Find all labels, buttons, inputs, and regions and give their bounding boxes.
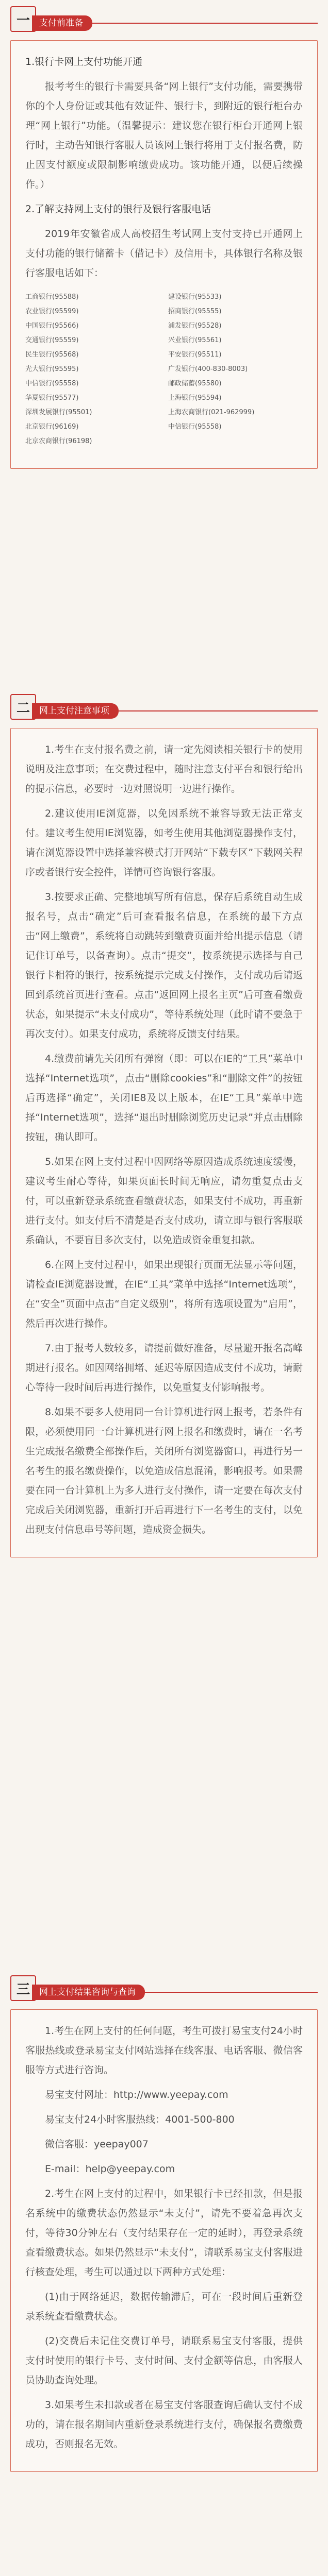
section-title: 网上支付注意事项 (32, 703, 119, 719)
paragraph: (2)交费后未记住交费订单号，请联系易宝支付客服，提供支付时使用的银行卡号、支付时间、支付金额等信息，由客服人员协助查询处理。 (25, 2335, 303, 2386)
paragraph: 微信客服：yeepay007 (45, 2139, 149, 2150)
bank-item: 招商银行(95555) (168, 308, 222, 315)
paragraph: (1)由于网络延迟，数据传输滞后，可在一段时间后重新登录系统查看缴费状态。 (25, 2291, 303, 2322)
bank-item: 交通银行(95559) (25, 336, 79, 344)
bank-item: 中信银行(95558) (168, 423, 222, 431)
section-header (0, 688, 328, 728)
paragraph: E-mail：help@yeepay.com (45, 2163, 175, 2175)
section-query (0, 1969, 328, 2472)
bank-item: 上海农商银行(021-962999) (168, 409, 255, 416)
paragraph: 6.在网上支付过程中，如果出现银行页面无法显示等问题，请检查IE浏览器设置，在IE“工具”菜单中选择“Internet选项”，在“安全”页面中点击“自定义级别”，将所有选项设置为“启用”，然后再次进行操作。 (25, 1259, 303, 1329)
section-number: 二 (10, 694, 36, 720)
paragraph: 4.缴费前请先关闭所有弹窗（即：可以在IE的“工具”菜单中选择“Internet选项”，点击“删除cookies”和“删除文件”的按钮后再选择“确定”，关闭IE8及以上版本，在IE“工具”菜单中选择“Internet选项”，选择“退出时删除浏览历史记录”并点击删除按钮，确认即可。 (25, 1053, 303, 1143)
section-header (0, 1969, 328, 2009)
bank-item: 民生银行(95568) (25, 351, 79, 359)
bank-item: 光大银行(95595) (25, 365, 79, 373)
paragraph: 报考考生的银行卡需要具备“网上银行”支付功能，需要携带你的个人身份证或其他有效证件、银行卡，到附近的银行柜台办理“网上银行”功能。（温馨提示：建议您在银行柜台开通网上银行时，主动告知银行客服人员该网上银行将用于支付报名费，防止因支付额度或限制影响缴费成功。该功能开通，以便后续操作。） (25, 81, 303, 190)
paragraph: 2.考生在网上支付的过程中，如果银行卡已经扣款，但是报名系统中的缴费状态仍然显示“未支付”，请先不要着急再次支付，等待30分钟左右（支付结果存在一定的延时），再登录系统查看缴费状态。如果仍然显示“未支付”，请联系易宝支付客服进行核查处理，考生可以通过以下两种方式处理： (25, 2188, 303, 2278)
bank-item: 北京农商银行(96198) (25, 437, 92, 445)
section-title: 支付前准备 (32, 15, 92, 31)
bank-list (25, 290, 303, 449)
paragraph: 2019年安徽省成人高校招生考试网上支付支持已开通网上支付功能的银行储蓄卡（借记卡）及信用卡，具体银行名称及银行客服电话如下： (25, 228, 303, 279)
paragraph: 1.考生在支付报名费之前，请一定先阅读相关银行卡的使用说明及注意事项；在交费过程中，随时注意支付平台和银行给出的提示信息，必要时一边对照说明一边进行操作。 (25, 744, 303, 794)
paragraph: 1.考生在网上支付的任何问题，考生可拨打易宝支付24小时客服热线或登录易宝支付网站选择在线客服、电话客服、微信客服等方式进行咨询。 (25, 2025, 303, 2076)
bank-item (168, 434, 303, 449)
paragraph: 易宝支付24小时客服热线：4001-500-800 (45, 2114, 235, 2125)
bank-item: 建设银行(95533) (168, 293, 222, 301)
bank-item: 上海银行(95594) (168, 394, 222, 402)
section-title: 网上支付结果咨询与查询 (32, 1985, 145, 2000)
bank-item: 农业银行(95599) (25, 308, 79, 315)
section-notes (0, 688, 328, 1557)
paragraph: 3.如果考生未扣款或者在易宝支付客服查询后确认支付不成功的，请在报名期间内重新登录系统进行支付，确保报名费缴费成功，否则报名无效。 (25, 2399, 303, 2450)
section-prepare (0, 0, 328, 469)
bank-item: 中信银行(95558) (25, 380, 79, 387)
paragraph: 易宝支付网址：http://www.yeepay.com (45, 2089, 228, 2100)
section-number: 一 (10, 6, 36, 32)
paragraph: 2.了解支持网上支付的银行及银行客服电话 (25, 204, 211, 215)
paragraph: 2.建议使用IE浏览器，以免因系统不兼容导致无法正常支付。建议考生使用IE浏览器，如考生使用其他浏览器操作支付，请在浏览器设置中选择兼容模式打开网站“下载专区”下载网关程序或者银行安全控件，详情可咨询银行客服。 (25, 808, 303, 878)
section-card (10, 2009, 318, 2472)
section-card (10, 728, 318, 1557)
bank-item: 华夏银行(95577) (25, 394, 79, 402)
bank-item: 兴业银行(95561) (168, 336, 222, 344)
bank-item: 中国银行(95566) (25, 322, 79, 330)
paragraph: 3.按要求正确、完整地填写所有信息，保存后系统自动生成报名号，点击“确定”后可查看报名信息，在系统的最下方点击“网上缴费”，系统将自动跳转到缴费页面并给出提示信息（请记住订单号，以备查询）。点击“提交”，按系统提示选择与自己银行卡相符的银行，按系统提示完成支付操作，支付成功后请返回到系统首页进行查看。点击“返回网上报名主页”后可查看缴费状态，如果提示“未支付成功”，等待系统处理（此时请不要急于再次支付）。如果支付成功，系统将反馈支付结果。 (25, 891, 303, 1040)
paragraph: 7.由于报考人数较多，请提前做好准备，尽量避开报名高峰期进行报名。如因网络拥堵、延迟等原因造成支付不成功，请耐心等待一段时间后再进行操作，以免重复支付影响报考。 (25, 1343, 303, 1393)
bank-item: 浦发银行(95528) (168, 322, 222, 330)
bank-item: 北京银行(96169) (25, 423, 79, 431)
bank-item: 广发银行(400-830-8003) (168, 365, 248, 373)
section-header (0, 0, 328, 40)
section-card (10, 40, 318, 469)
paragraph: 1.银行卡网上支付功能开通 (25, 56, 143, 67)
bank-item: 邮政储蓄(95580) (168, 380, 222, 387)
paragraph: 5.如果在网上支付过程中因网络等原因造成系统速度缓慢，建议考生耐心等待，如果页面长时间无响应，请勿重复点击支付，可以重新登录系统查看缴费状态，如果支付不成功，再重新进行支付。如支付后不清楚是否支付成功，请立即与银行客服联系确认，不要盲目多次支付，以免造成资金重复扣款。 (25, 1156, 303, 1246)
bank-item: 工商银行(95588) (25, 293, 79, 301)
section-number: 三 (10, 1975, 36, 2001)
paragraph: 8.如果不要多人使用同一台计算机进行网上报考，若条件有限，必须使用同一台计算机进行网上报名和缴费时，请在一名考生完成报名缴费全部操作后，关闭所有浏览器窗口，再进行另一名考生的报名缴费操作，以免造成信息混淆，影响报考。如果需要在同一台计算机上为多人进行支付操作，请一定要在每次支付完成后关闭浏览器，重新打开后再进行下一名考生的支付，以免出现支付信息串号等问题，造成资金损失。 (25, 1406, 303, 1535)
bank-item: 平安银行(95511) (168, 351, 222, 359)
bank-item: 深圳发展银行(95501) (25, 409, 92, 416)
